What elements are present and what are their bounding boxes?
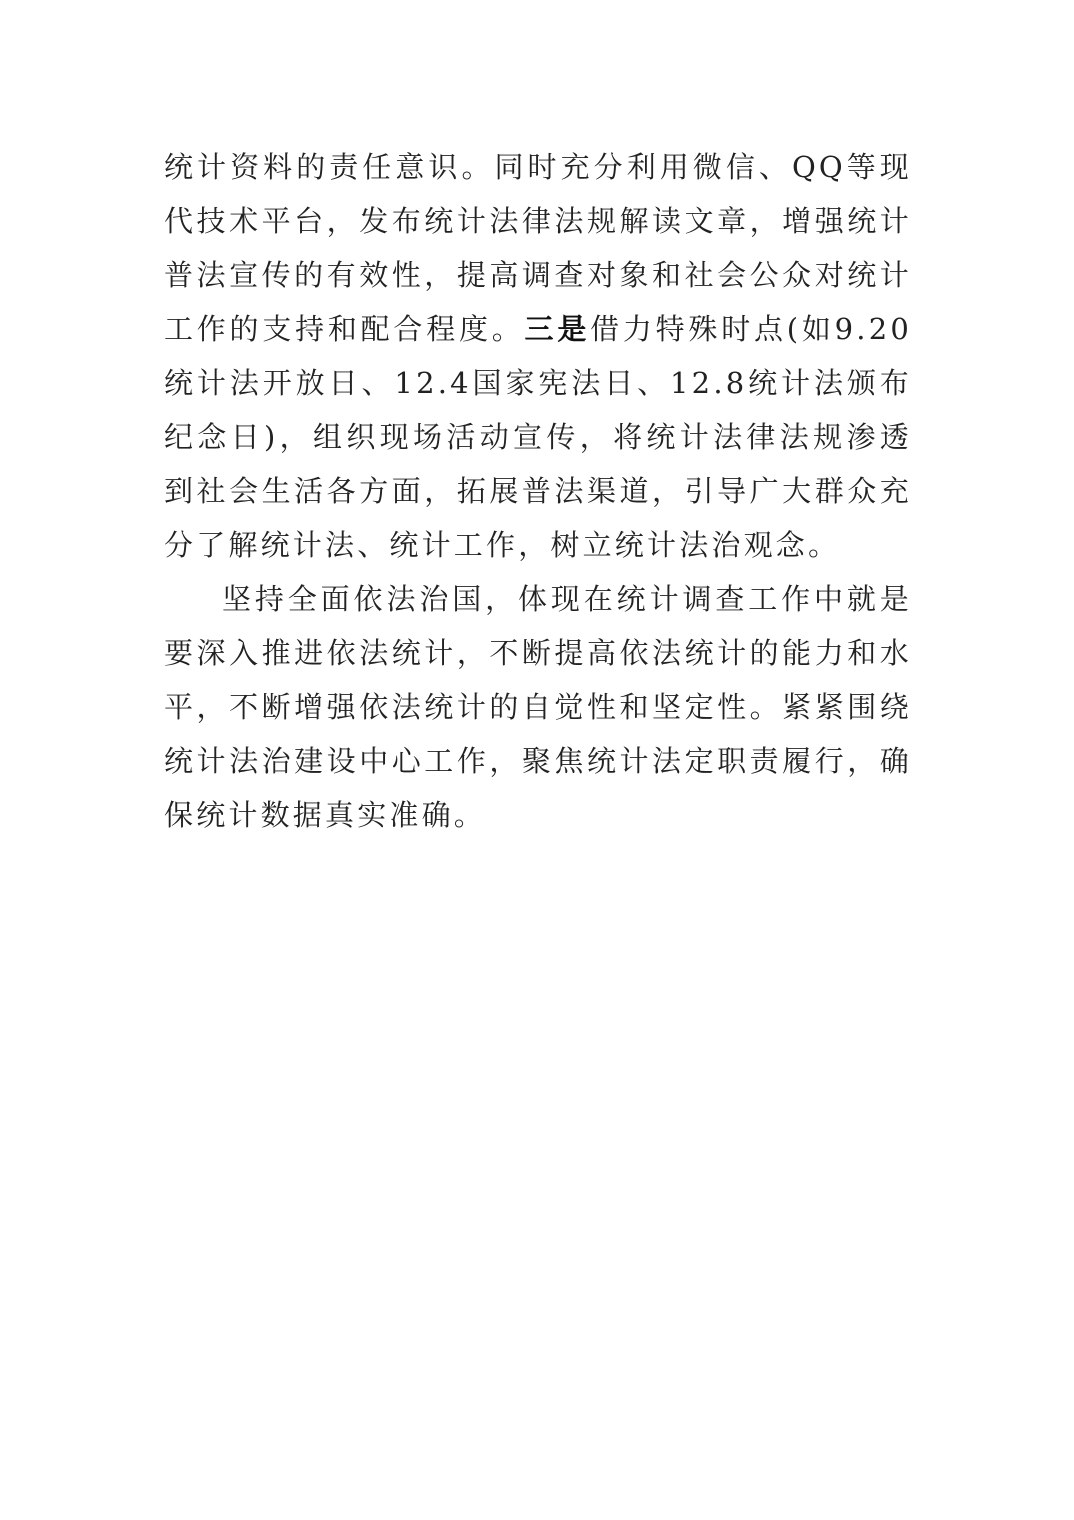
paragraph-lead-text: 统计资料的责任意识。同时充分利用微信、QQ等现代技术平台，发布统计法律法规解读文章，增强统计普法宣传的有效性，提高调查对象和社会公众对统计工作的支持和配合程度。 bbox=[164, 150, 912, 346]
paragraph-conclusion: 坚持全面依法治国，体现在统计调查工作中就是要深入推进依法统计，不断提高依法统计的能力和水平，不断增强依法统计的自觉性和坚定性。紧紧围绕统计法治建设中心工作，聚焦统计法定职责履行，确保统计数据真实准确。 bbox=[164, 582, 912, 832]
emphasis-label: 三是 bbox=[524, 312, 591, 346]
paragraph-continued bbox=[164, 140, 912, 572]
body-text bbox=[164, 140, 912, 842]
paragraph-tail-text: 借力特殊时点(如9.20统计法开放日、12.4国家宪法日、12.8统计法颁布纪念日)，组织现场活动宣传，将统计法律法规渗透到社会生活各方面，拓展普法渠道，引导广大群众充分了解统计法、统计工作，树立统计法治观念。 bbox=[164, 312, 913, 562]
